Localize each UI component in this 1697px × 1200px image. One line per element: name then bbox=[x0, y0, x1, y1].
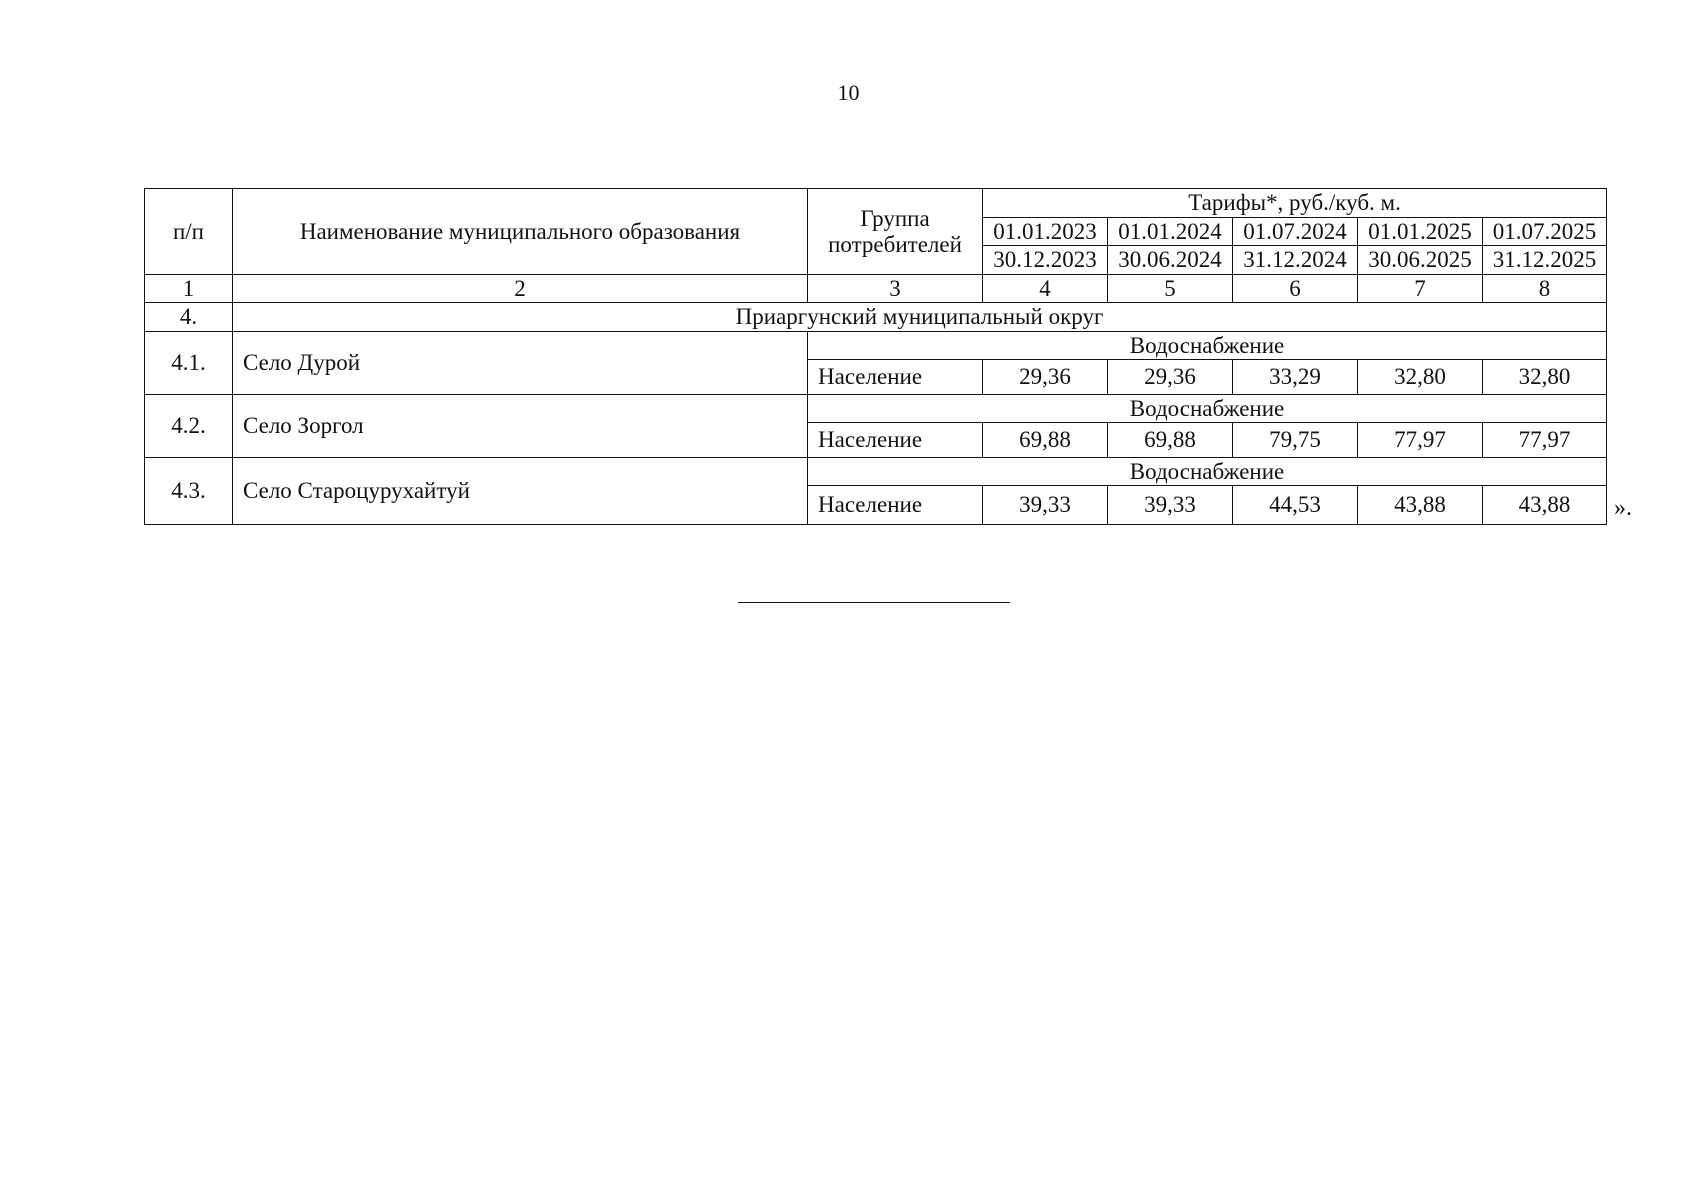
header-col-name: Наименование муниципального образования bbox=[233, 189, 808, 275]
row-service: Водоснабжение bbox=[808, 332, 1607, 360]
column-number: 1 bbox=[145, 275, 233, 303]
period-from: 01.01.2025 bbox=[1358, 218, 1483, 246]
header-tariffs-title: Тарифы*, руб./куб. м. bbox=[983, 189, 1607, 218]
row-group: Население bbox=[808, 360, 983, 395]
header-col-group: Группа потребителей bbox=[808, 189, 983, 275]
column-number: 3 bbox=[808, 275, 983, 303]
row-num: 4.1. bbox=[145, 332, 233, 395]
table-row bbox=[145, 458, 1607, 486]
column-number: 5 bbox=[1108, 275, 1233, 303]
row-num: 4.3. bbox=[145, 458, 233, 525]
period-from: 01.07.2024 bbox=[1233, 218, 1358, 246]
end-divider bbox=[738, 602, 1010, 603]
tariff-value: 29,36 bbox=[983, 360, 1108, 395]
tariff-value: 29,36 bbox=[1108, 360, 1233, 395]
period-from: 01.01.2024 bbox=[1108, 218, 1233, 246]
closing-quote: ». bbox=[1614, 495, 1632, 521]
row-name: Село Дурой bbox=[233, 332, 808, 395]
tariff-value: 77,97 bbox=[1483, 423, 1607, 458]
tariff-value: 69,88 bbox=[1108, 423, 1233, 458]
tariff-value: 43,88 bbox=[1483, 486, 1607, 525]
row-group: Население bbox=[808, 486, 983, 525]
column-number: 8 bbox=[1483, 275, 1607, 303]
period-to: 30.12.2023 bbox=[983, 246, 1108, 275]
tariff-value: 69,88 bbox=[983, 423, 1108, 458]
column-number: 2 bbox=[233, 275, 808, 303]
tariff-value: 33,29 bbox=[1233, 360, 1358, 395]
row-service: Водоснабжение bbox=[808, 458, 1607, 486]
column-number: 7 bbox=[1358, 275, 1483, 303]
section-title: Приаргунский муниципальный округ bbox=[233, 303, 1607, 332]
tariff-value: 79,75 bbox=[1233, 423, 1358, 458]
row-num: 4.2. bbox=[145, 395, 233, 458]
tariff-value: 32,80 bbox=[1483, 360, 1607, 395]
period-to: 31.12.2025 bbox=[1483, 246, 1607, 275]
table-row bbox=[145, 395, 1607, 423]
column-numbers-row bbox=[145, 275, 1607, 303]
period-from: 01.01.2023 bbox=[983, 218, 1108, 246]
period-to: 30.06.2024 bbox=[1108, 246, 1233, 275]
tariff-value: 39,33 bbox=[1108, 486, 1233, 525]
period-to: 30.06.2025 bbox=[1358, 246, 1483, 275]
tariff-value: 43,88 bbox=[1358, 486, 1483, 525]
period-to: 31.12.2024 bbox=[1233, 246, 1358, 275]
header-col-num: п/п bbox=[145, 189, 233, 275]
column-number: 4 bbox=[983, 275, 1108, 303]
row-group: Население bbox=[808, 423, 983, 458]
row-name: Село Зоргол bbox=[233, 395, 808, 458]
table-row bbox=[145, 332, 1607, 360]
row-service: Водоснабжение bbox=[808, 395, 1607, 423]
tariff-value: 39,33 bbox=[983, 486, 1108, 525]
section-num: 4. bbox=[145, 303, 233, 332]
column-number: 6 bbox=[1233, 275, 1358, 303]
period-from: 01.07.2025 bbox=[1483, 218, 1607, 246]
tariff-value: 32,80 bbox=[1358, 360, 1483, 395]
row-name: Село Староцурухайтуй bbox=[233, 458, 808, 525]
tariff-table bbox=[144, 188, 1607, 525]
header-row bbox=[145, 189, 1607, 218]
tariff-value: 77,97 bbox=[1358, 423, 1483, 458]
tariff-value: 44,53 bbox=[1233, 486, 1358, 525]
page-number: 10 bbox=[837, 80, 860, 105]
section-row bbox=[145, 303, 1607, 332]
